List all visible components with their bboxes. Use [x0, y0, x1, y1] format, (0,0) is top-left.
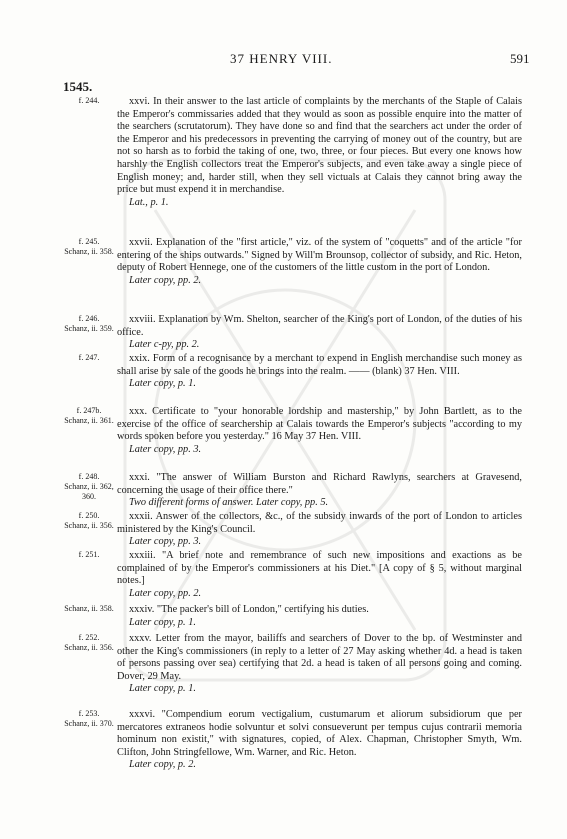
folio-ref: f. 248. [78, 472, 100, 481]
folio-ref: f. 244. [78, 96, 100, 105]
entry-copy-note: Later copy, pp. 2. [129, 587, 202, 599]
folio-ref: f. 247. [78, 353, 100, 362]
entry-body: xxxv. Letter from the mayor, bailiffs and searchers of Dover to the bp. of Westminster and other the King's commissioners (in reply to a letter of 27 May asking whether 4d. a head is taken of persons passing over sea) certifying that 2d. a head is taken of all persons going and coming. Dover, 29 May. [117, 633, 522, 682]
schanz-ref: Schanz, ii. 358. [64, 247, 114, 256]
entry-text [117, 314, 522, 352]
margin-note [63, 709, 115, 729]
margin-note [63, 237, 115, 257]
entry-text [117, 237, 522, 287]
entry-body: xxxiv. "The packer's bill of London," certifying his duties. [129, 604, 369, 615]
entry-text [117, 353, 522, 391]
entry-body: xxxiii. "A brief note and remembrance of such new impositions and exactions as be complained of by the Emperor's commissioners at his Diet." [A copy of § 5, without marginal notes.] [117, 550, 522, 587]
entry-copy-note: Later copy, pp. 3. [129, 536, 202, 548]
entry-body: xxviii. Explanation by Wm. Shelton, searcher of the King's port of London, of the duties of his office. [117, 314, 522, 338]
entry-copy-note: Two different forms of answer. Later copy, pp. 5. [129, 497, 329, 509]
folio-ref: f. 252. [78, 633, 100, 642]
entry-copy-note: Later copy, p. 1. [129, 683, 196, 695]
margin-note [63, 550, 115, 560]
entry-text [117, 709, 522, 772]
margin-note [63, 353, 115, 363]
margin-note [63, 406, 115, 426]
year-heading: 1545. [63, 79, 93, 94]
folio-ref: f. 246. [78, 314, 100, 323]
entry-body: xxxvi. "Compendium eorum vectigalium, custumarum et aliorum subsidiorum que per mercatores extraneos hodie solvuntur et solvi consueverunt per tempus cujus contrarii memoria hominum non existit," with signatures, copied, of Alex. Chapman, Christopher Smyth, Wm. Clifton, John Stringfellowe, Wm. Warner, and Ric. Heton. [117, 709, 522, 758]
entry-text [117, 96, 522, 209]
entry-body: xxx. Certificate to "your honorable lordship and mastership," by John Bartlett, as to the exercise of the office of searchership at Calais towards the Emperor's subjects "according to my words spoken before you yesterday." 16 May 37 Hen. VIII. [117, 406, 522, 443]
entry-text [117, 633, 522, 696]
entry-copy-note: Later copy, p. 1. [129, 616, 196, 628]
page-header [0, 51, 567, 67]
schanz-ref: Schanz, ii. 359. [64, 324, 114, 333]
folio-ref: f. 251. [78, 550, 100, 559]
entry-body: xxix. Form of a recognisance by a merchant to expend in English merchandise such money as shall arise by sale of the goods he brings into the realm. —— (blank) 37 Hen. VIII. [117, 353, 522, 377]
schanz-ref: Schanz, ii. 358. [64, 604, 114, 613]
folio-ref: f. 250. [78, 511, 100, 520]
folio-ref: f. 253. [78, 709, 100, 718]
entry-copy-note: Later c-py, pp. 2. [129, 339, 200, 351]
margin-note [63, 96, 115, 106]
entry-text [117, 550, 522, 600]
margin-note [63, 314, 115, 334]
entry-body: xxxi. "The answer of William Burston and Richard Rawlyns, searchers at Gravesend, concerning the usage of their office there." [117, 472, 522, 496]
entry-text [117, 511, 522, 549]
entry-copy-note: Later copy, p. 2. [129, 759, 196, 771]
entry-copy-note: Later copy, pp. 3. [129, 443, 202, 455]
entry-copy-note: Later copy, p. 1. [129, 378, 196, 390]
schanz-ref: Schanz, ii. 361. [64, 416, 114, 425]
folio-ref: f. 247b. [76, 406, 102, 415]
entry-body: xxvii. Explanation of the "first article," viz. of the system of "coquetts" and of the article "for entering of the ships outwards." Signed by Will'm Brounsop, collector of subsidy, and Ric. Heton, deputy of Robert Hennege, one of the customers of the little custom in the port of London. [117, 237, 522, 274]
entry-text [117, 406, 522, 456]
margin-note [63, 472, 115, 502]
entry-copy-note: Lat., p. 1. [129, 196, 169, 208]
entry-text [117, 604, 522, 629]
schanz-ref: Schanz, ii. 356. [64, 521, 114, 530]
margin-note [63, 604, 115, 614]
schanz-ref: Schanz, ii. 356. [64, 643, 114, 652]
entry-body: xxxii. Answer of the collectors, &c., of the subsidy inwards of the port of London to articles ministered by the King's Council. [117, 511, 522, 535]
page-number: 591 [510, 51, 530, 66]
running-title: 37 HENRY VIII. [230, 51, 333, 66]
entry-body: xxvi. In their answer to the last article of complaints by the merchants of the Staple of Calais the Emperor's commissaries added that they would as soon as possible enquire into the matter of the searchers (scrutatorum). They have done so and find that the searchers act under the order of the Emperor and his predecessors in preventing the carrying of money out of the country, but are not so harsh as to forbid the taking of one, two, three, or four pieces. But every one knows how harshly the English collectors treat the Emperor's subjects, and even take away a single piece of English money; and, harder still, when they sell victuals at Calais they cannot bring away the price but must expend it in merchandise. [117, 96, 522, 196]
entry-text [117, 472, 522, 510]
margin-note [63, 511, 115, 531]
entry-copy-note: Later copy, pp. 2. [129, 274, 202, 286]
schanz-ref: Schanz, ii. 370. [64, 719, 114, 728]
folio-ref: f. 245. [78, 237, 100, 246]
margin-note [63, 633, 115, 653]
schanz-ref: Schanz, ii. 362, 360. [64, 482, 114, 501]
